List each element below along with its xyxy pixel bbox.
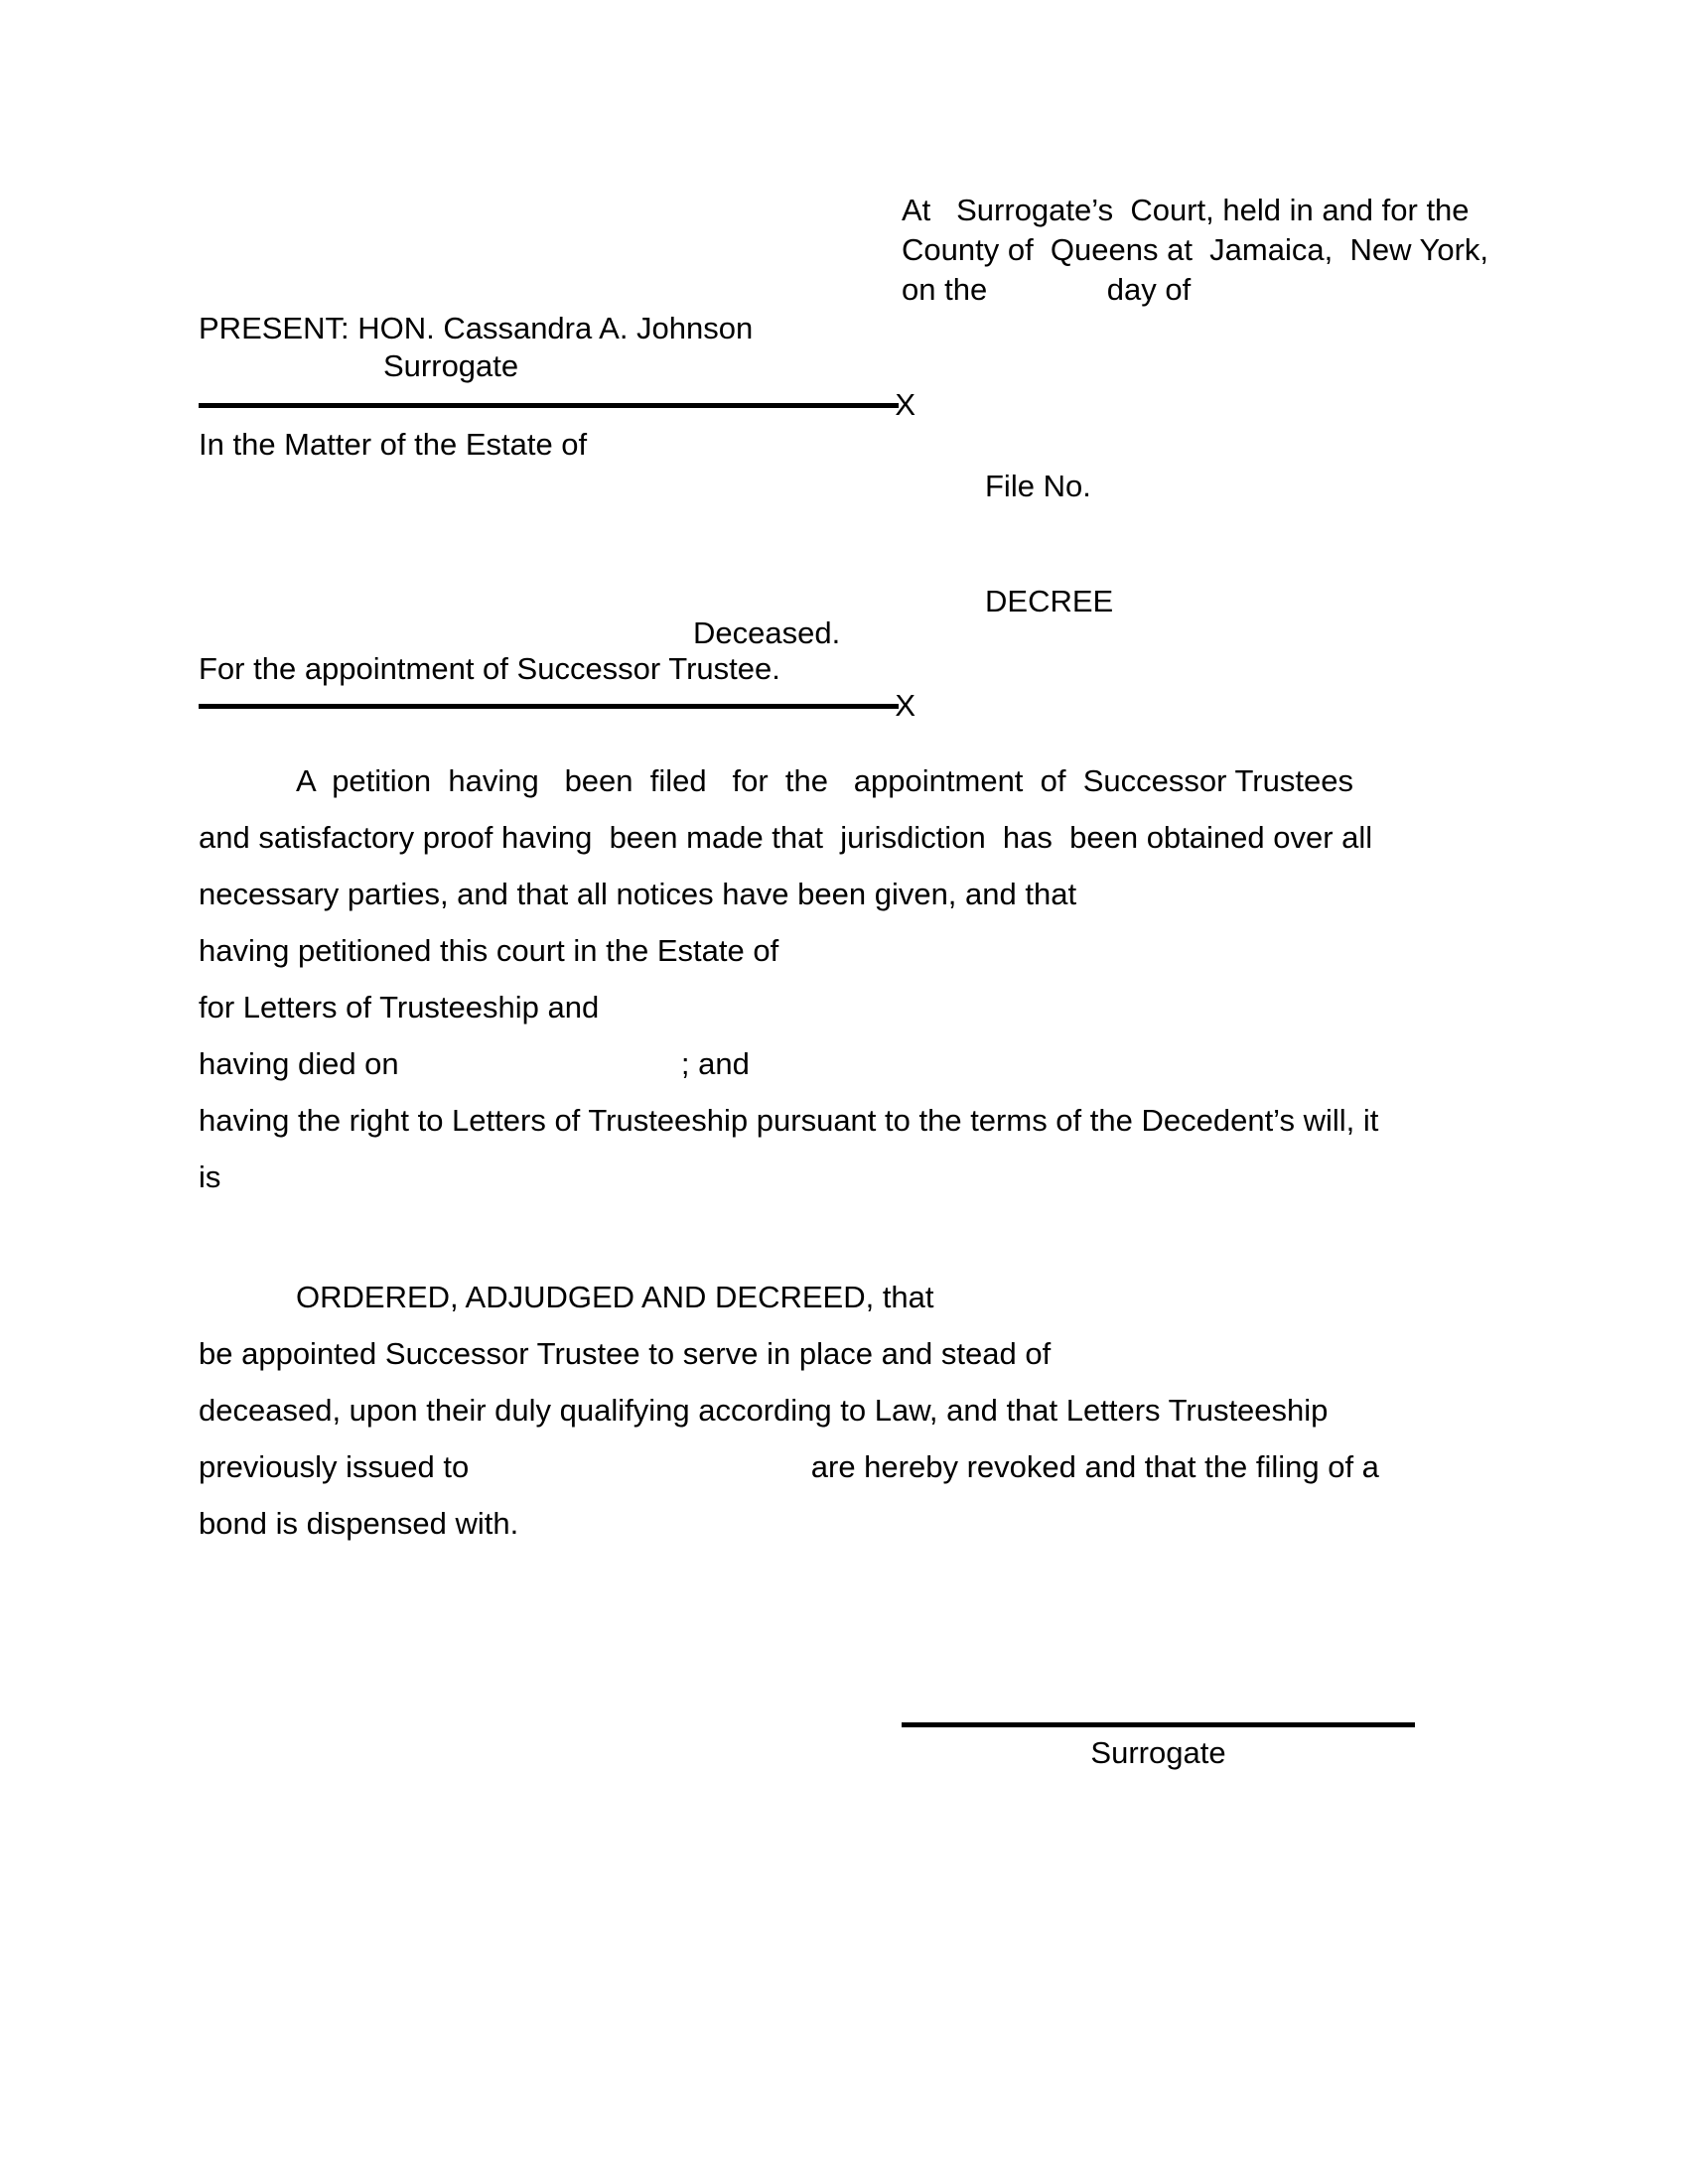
petition-line-5: for Letters of Trusteeship and [199, 990, 600, 1024]
petition-line-7: having the right to Letters of Trusteeship pursuant to the terms of the Decedent’s will, it [199, 1103, 1379, 1138]
caption-x-mark-top: X [895, 387, 915, 422]
ordered-line-3: deceased, upon their duly qualifying according to Law, and that Letters Trusteeship [199, 1393, 1329, 1428]
ordered-line-4: previously issued to are hereby revoked and that the filing of a [199, 1449, 1379, 1484]
petition-line-3: necessary parties, and that all notices have been given, and that [199, 877, 1077, 911]
petition-line-4: having petitioned this court in the Estate of [199, 933, 779, 968]
ordered-line-2: be appointed Successor Trustee to serve in place and stead of [199, 1336, 1052, 1371]
present-block [199, 310, 753, 385]
court-heading-line-3: on the day of [902, 272, 1192, 307]
present-title-line: Surrogate [383, 348, 519, 383]
ordered-line-5: bond is dispensed with. [199, 1506, 519, 1541]
caption-rule-bottom-bar [199, 704, 899, 709]
caption-x-mark-bottom: X [895, 688, 915, 723]
petition-paragraph [199, 752, 1489, 1205]
file-no-label: File No. [985, 469, 1091, 503]
petition-line-1: A petition having been filed for the appointment of Successor Trustees [296, 763, 1353, 798]
court-heading-line-1: At Surrogate’s Court, held in and for the [902, 193, 1470, 227]
court-heading [902, 191, 1557, 310]
petition-line-8: is [199, 1160, 221, 1194]
signature-title: Surrogate [1090, 1735, 1226, 1770]
signature-rule [902, 1722, 1415, 1727]
ordered-line-1: ORDERED, ADJUDGED AND DECREED, that [296, 1280, 934, 1314]
appointment-line: For the appointment of Successor Trustee. [199, 651, 780, 686]
decree-title: DECREE [985, 584, 1114, 618]
caption-rule-top-bar [199, 403, 899, 408]
signature-block [902, 1722, 1415, 1771]
deceased-label: Deceased. [693, 615, 841, 650]
court-heading-line-2: County of Queens at Jamaica, New York, [902, 232, 1489, 267]
caption-rule-top [199, 389, 915, 421]
present-judge-line: PRESENT: HON. Cassandra A. Johnson [199, 311, 754, 345]
petition-line-2: and satisfactory proof having been made that jurisdiction has been obtained over all [199, 820, 1373, 855]
petition-line-6: having died on ; and [199, 1046, 750, 1081]
ordered-paragraph [199, 1269, 1489, 1552]
caption-rule-bottom [199, 690, 915, 722]
matter-line: In the Matter of the Estate of [199, 427, 588, 462]
